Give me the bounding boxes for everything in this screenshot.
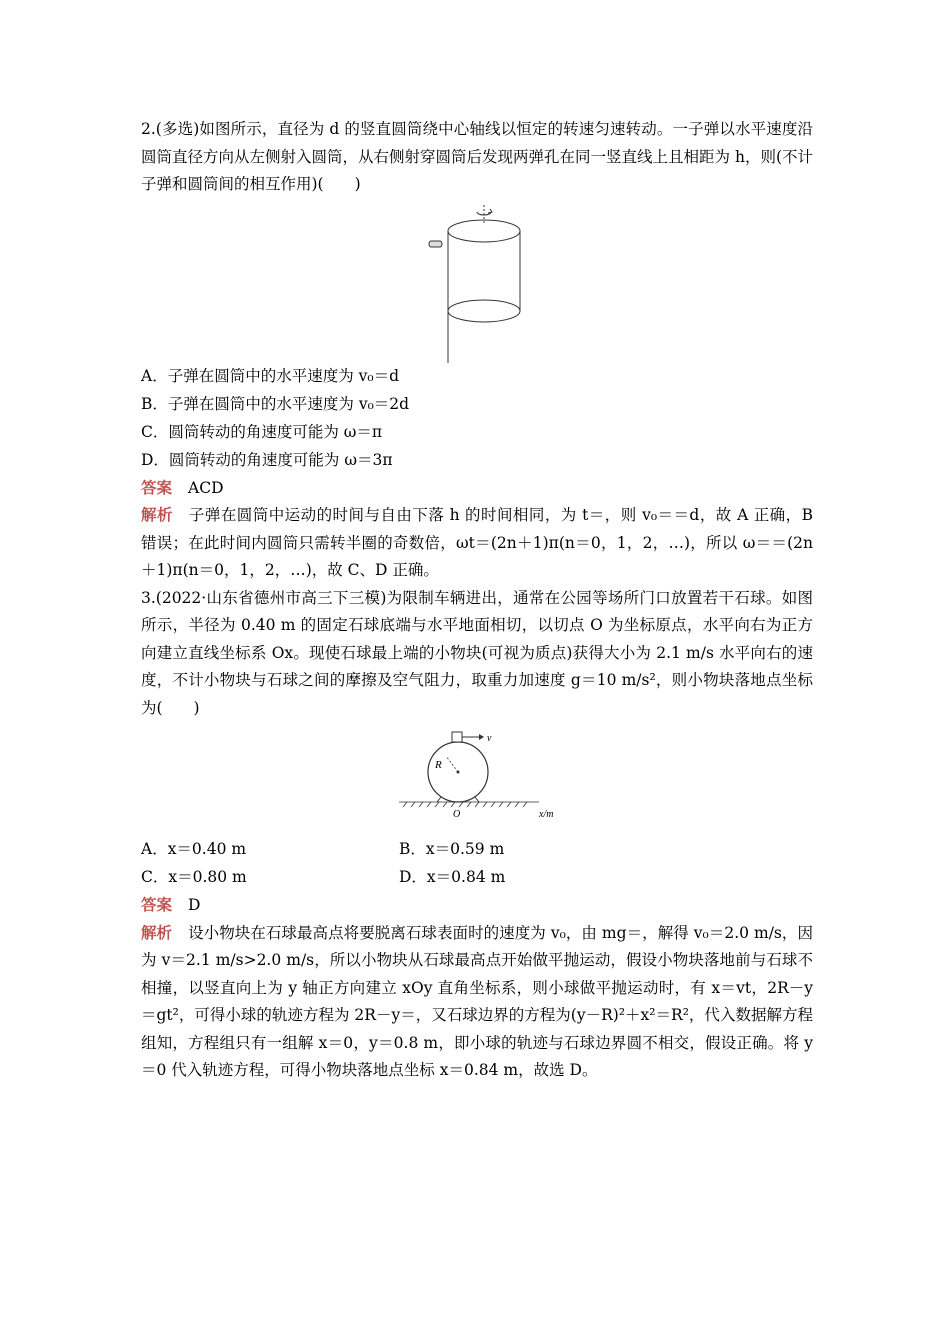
page-content: [141, 116, 813, 1085]
q3-option-c: C．x＝0.80 m: [141, 868, 247, 886]
q2-analysis: [141, 502, 813, 585]
answer-label: 答案: [141, 478, 173, 497]
cylinder-body: [141, 203, 813, 363]
bullet-icon: [429, 241, 442, 247]
q3-analysis: [141, 920, 813, 1085]
q3-stem: 3.(2022·山东省德州市高三下三模)为限制车辆进出，通常在公园等场所门口放置若干石球。如图所示，半径为 0.40 m 的固定石球底端与水平地面相切，以切点 O 为坐标原点，水平向右为正方向建立直线坐标系 Ox。现使石球最上端的小物块(可视为质点)获得大小为 2.1 m/s 水平向右的速度，不计小物块与石球之间的摩擦及空气阻力，取重力加速度 g＝10 m/s²，则小物块落地点坐标为( ): [141, 588, 813, 717]
q3-options-row-2: [141, 864, 813, 892]
analysis-label: 解析: [141, 923, 173, 942]
q2-option-a: A．子弹在圆筒中的水平速度为 v₀＝d: [141, 366, 400, 385]
label-axis: x/m: [539, 809, 554, 820]
analysis-text: 子弹在圆筒中运动的时间与自由下落 h 的时间相同，为 t＝，则 v₀＝＝d，故 A 正确，B 错误；在此时间内圆筒只需转半圈的奇数倍，ωt＝(2n＋1)π(n＝0，1，2，…)，所以 ω＝＝(2n＋1)π(n＝0，1，2，…)，故 C、D 正确。: [141, 506, 813, 579]
q3-answer: [141, 892, 813, 920]
q2-answer: [141, 475, 813, 503]
label-v: v: [487, 733, 492, 744]
label-o: O: [453, 809, 461, 820]
q2-option-d: D．圆筒转动的角速度可能为 ω＝3π: [141, 450, 393, 469]
q3-option-d: D．x＝0.84 m: [399, 868, 506, 886]
analysis-label: 解析: [141, 506, 173, 524]
answer-label: 答案: [141, 896, 173, 914]
q2-stem: 2.(多选)如图所示，直径为 d 的竖直圆筒绕中心轴线以恒定的转速匀速转动。一子弹以水平速度沿圆筒直径方向从左侧射入圆筒，从右侧射穿圆筒后发现两弹孔在同一竖直线上且相距为 h，则(不计子弹和圆筒间的相互作用)( ): [141, 120, 813, 193]
q2-figure-cylinder: [141, 203, 813, 363]
label-r: R: [435, 759, 442, 771]
q3-options-row-1: [141, 836, 813, 864]
answer-value: ACD: [188, 478, 224, 497]
q2-option-c: C．圆筒转动的角速度可能为 ω＝π: [141, 422, 383, 441]
q2-option-b: B．子弹在圆筒中的水平速度为 v₀＝2d: [141, 394, 410, 413]
answer-value: D: [188, 896, 201, 914]
q3-option-b: B．x＝0.59 m: [399, 840, 505, 858]
q3-option-a: A．x＝0.40 m: [141, 840, 247, 858]
q3-figure-stone-ball: [141, 728, 813, 836]
stone-ball-diagram: [141, 728, 813, 836]
analysis-text: 设小物块在石球最高点将要脱离石球表面时的速度为 v₀，由 mg＝，解得 v₀＝2.0 m/s，因为 v＝2.1 m/s>2.0 m/s，所以小物块从石球最高点开始做平抛运动，假设小物块落地前与石球不相撞，以竖直向上为 y 轴正方向建立 xOy 直角坐标系，则小球做平抛运动时，有 x＝vt，2R－y＝gt²，可得小球的轨迹方程为 2R－y＝，又石球边界的方程为(y－R)²＋x²＝R²，代入数据解方程组知，方程组只有一组解 x＝0，y＝0.8 m，即小球的轨迹与石球边界圆不相交，假设正确。将 y＝0 代入轨迹方程，可得小物块落地点坐标 x＝0.84 m，故选 D。: [141, 923, 813, 1079]
